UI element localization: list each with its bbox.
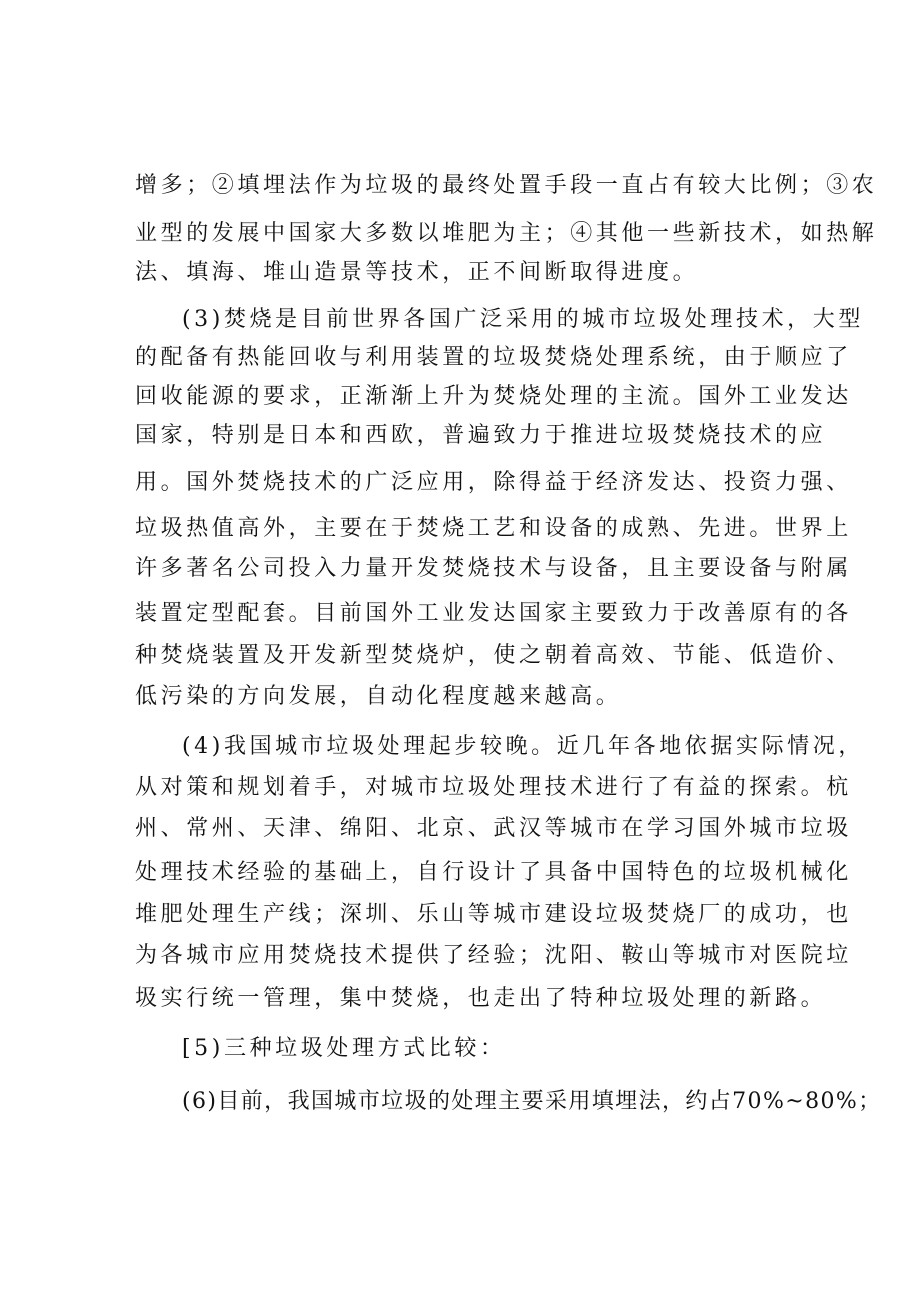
text-line: 增多；②填埋法作为垃圾的最终处置手段一直占有较大比例；③农 (135, 173, 878, 198)
text-line: 堆肥处理生产线；深圳、乐山等城市建设垃圾焚烧厂的成功，也 (135, 902, 852, 927)
text-line: (4)我国城市垃圾处理起步较晚。近几年各地依据实际情况， (182, 734, 864, 759)
text-line: 用。国外焚烧技术的广泛应用，除得益于经济发达、投资力强、 (135, 470, 852, 495)
text-line: 法、填海、堆山造景等技术，正不间断取得进度。 (135, 260, 699, 285)
text-line: 装置定型配套。目前国外工业发达国家主要致力于改善原有的各 (135, 601, 852, 626)
text-line: 垃圾热值高外，主要在于焚烧工艺和设备的成熟、先进。世界上 (135, 516, 852, 541)
text-line: 从对策和规划着手，对城市垃圾处理技术进行了有益的探索。杭 (135, 775, 852, 800)
text-line: 州、常州、天津、绵阳、北京、武汉等城市在学习国外城市垃圾 (135, 816, 852, 841)
text-line: 业型的发展中国家大多数以堆肥为主；④其他一些新技术，如热解 (135, 221, 878, 246)
text-line: (3)焚烧是目前世界各国广泛采用的城市垃圾处理技术，大型 (182, 307, 864, 332)
text-line: 国家，特别是日本和西欧，普遍致力于推进垃圾焚烧技术的应 (135, 423, 827, 448)
text-line: 许多著名公司投入力量开发焚烧技术与设备，且主要设备与附属 (135, 556, 852, 581)
text-line: 为各城市应用焚烧技术提供了经验；沈阳、鞍山等城市对医院垃 (135, 943, 852, 968)
text-line: 种焚烧装置及开发新型焚烧炉，使之朝着高效、节能、低造价、 (135, 643, 852, 668)
text-line: [5)三种垃圾处理方式比较： (182, 1036, 506, 1061)
text-line: 回收能源的要求，正渐渐上升为焚烧处理的主流。国外工业发达 (135, 384, 852, 409)
text-line: 低污染的方向发展，自动化程度越来越高。 (135, 684, 622, 709)
text-line: (6)目前，我国城市垃圾的处理主要采用填埋法，约占70%~80%； (182, 1089, 882, 1114)
text-line: 处理技术经验的基础上，自行设计了具备中国特色的垃圾机械化 (135, 860, 852, 885)
text-line: 圾实行统一管理，集中焚烧，也走出了特种垃圾处理的新路。 (135, 986, 827, 1011)
text-line: 的配备有热能回收与利用装置的垃圾焚烧处理系统，由于顺应了 (135, 345, 852, 370)
